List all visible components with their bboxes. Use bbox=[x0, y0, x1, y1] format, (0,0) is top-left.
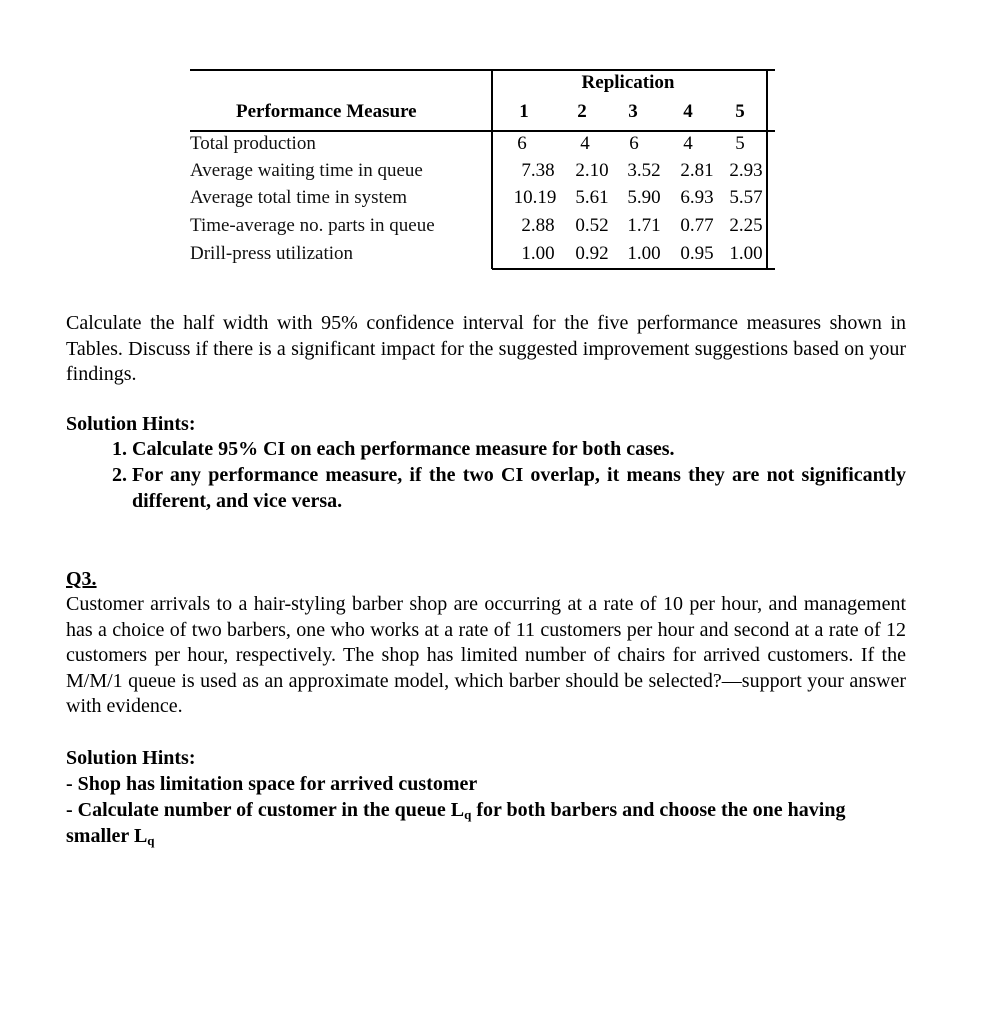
table-cell: 2.10 bbox=[575, 160, 609, 181]
table-cell: 0.92 bbox=[575, 243, 609, 264]
table-cell: 10.19 bbox=[513, 187, 557, 208]
q3-title: Q3. bbox=[66, 568, 97, 590]
table-cell: 4 bbox=[683, 133, 693, 154]
solution-hints-list bbox=[66, 436, 906, 514]
table-header-rule bbox=[190, 130, 775, 132]
replication-number: 2 bbox=[577, 101, 587, 122]
table-cell: 5.61 bbox=[575, 187, 609, 208]
hint-item: 1. Calculate 95% CI on each performance measure for both cases. bbox=[132, 436, 906, 462]
subscript: q bbox=[464, 807, 472, 822]
replication-number: 4 bbox=[683, 101, 693, 122]
solution-hints-title: Solution Hints: bbox=[66, 413, 196, 435]
table-cell: 1.00 bbox=[729, 243, 763, 264]
table-cell: 3.52 bbox=[627, 160, 661, 181]
hint-text: for both barbers and choose the one having smaller L bbox=[66, 799, 846, 847]
table-cell: 5.57 bbox=[729, 187, 763, 208]
q3-text: Customer arrivals to a hair-styling barber shop are occurring at a rate of 10 per hour, and management has a choice of two barbers, one who works at a rate of 11 customers per hour and second at a rate of 12 customers per hour, respectively. The shop has limited number of chairs for arrived customers. If the M/M/1 queue is used as an approximate model, which barber should be selected?—support your answer with evidence. bbox=[66, 593, 906, 717]
table-cell: 0.95 bbox=[680, 243, 714, 264]
row-label: Average total time in system bbox=[190, 187, 408, 208]
hint-line bbox=[66, 797, 906, 849]
table-cell: 2.25 bbox=[729, 215, 763, 236]
table-cell: 6 bbox=[517, 133, 527, 154]
table-right-rule bbox=[766, 69, 768, 269]
table-cell: 6.93 bbox=[680, 187, 714, 208]
table-cell: 7.38 bbox=[521, 160, 555, 181]
table-bottom-rule bbox=[492, 268, 775, 270]
hint-item: 2. For any performance measure, if the two CI overlap, it means they are not significantly different, and vice versa. bbox=[132, 462, 906, 514]
table-divider-rule bbox=[491, 69, 493, 269]
measure-header: Performance Measure bbox=[236, 101, 417, 122]
row-label: Total production bbox=[190, 133, 316, 154]
replication-number: 3 bbox=[628, 101, 638, 122]
table-cell: 0.77 bbox=[680, 215, 714, 236]
table-cell: 2.81 bbox=[680, 160, 714, 181]
table-cell: 5.90 bbox=[627, 187, 661, 208]
row-label: Average waiting time in queue bbox=[190, 160, 423, 181]
table-cell: 2.88 bbox=[521, 215, 555, 236]
subscript: q bbox=[147, 833, 155, 848]
solution-hints-title: Solution Hints: bbox=[66, 747, 196, 769]
replication-number: 1 bbox=[519, 101, 529, 122]
row-label: Drill-press utilization bbox=[190, 243, 354, 264]
table-cell: 4 bbox=[580, 133, 590, 154]
table-cell: 1.71 bbox=[627, 215, 661, 236]
hint-text: - Calculate number of customer in the queue L bbox=[66, 799, 465, 821]
replication-header: Replication bbox=[581, 72, 675, 93]
table-cell: 0.52 bbox=[575, 215, 609, 236]
table-cell: 5 bbox=[735, 133, 745, 154]
performance-table bbox=[0, 0, 998, 290]
table-cell: 2.93 bbox=[729, 160, 763, 181]
hint-line bbox=[66, 771, 906, 797]
hint-text: - Shop has limitation space for arrived customer bbox=[66, 773, 478, 795]
table-cell: 1.00 bbox=[521, 243, 555, 264]
replication-number: 5 bbox=[735, 101, 745, 122]
question-text: Calculate the half width with 95% confidence interval for the five performance measures shown in Tables. Discuss if there is a significant impact for the suggested improvement suggestions based on your findings. bbox=[66, 312, 906, 385]
table-top-rule bbox=[190, 69, 775, 71]
table-cell: 1.00 bbox=[627, 243, 661, 264]
table-cell: 6 bbox=[629, 133, 639, 154]
row-label: Time-average no. parts in queue bbox=[190, 215, 435, 236]
